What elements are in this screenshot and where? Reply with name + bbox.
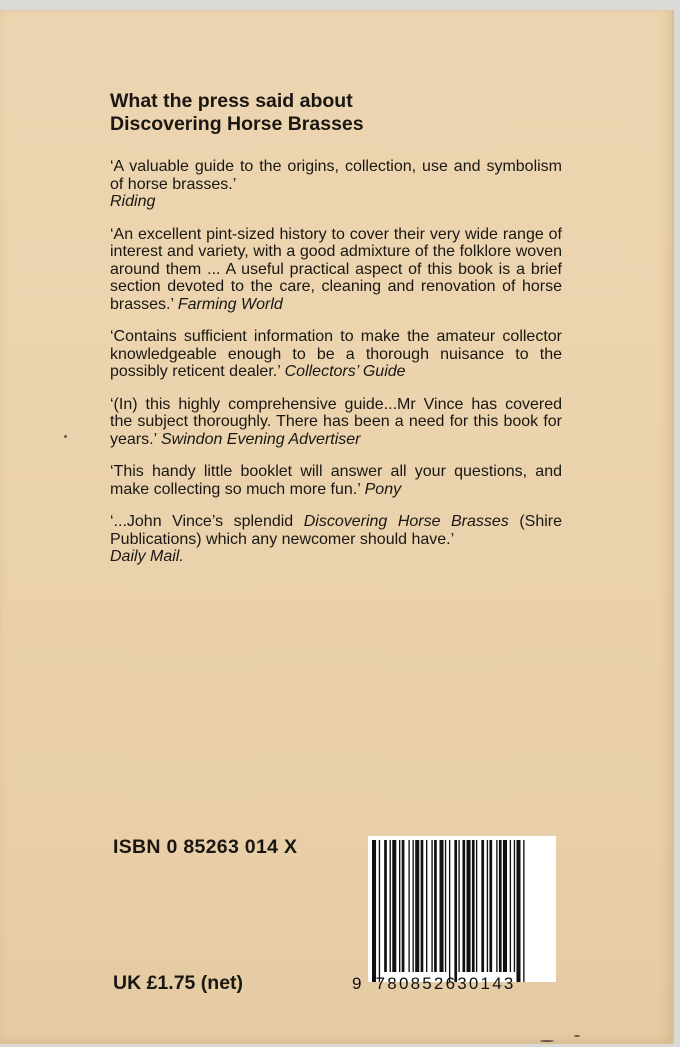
barcode-bar: [510, 840, 511, 972]
barcode-bar: [440, 840, 444, 972]
barcode-bar: [372, 840, 376, 982]
barcode: [368, 836, 556, 982]
quote-text: ‘(In) this highly comprehensive guide...Mr Vince has covered the subject thoroughly. There has been a need for this book for years.’: [110, 395, 562, 448]
barcode-bar: [431, 840, 432, 972]
barcode-bars: [368, 836, 556, 982]
quote-source: Farming World: [177, 295, 283, 313]
quote-source: Daily Mail.: [110, 548, 184, 565]
quote-swindon: [110, 396, 562, 449]
quote-text: ‘This handy little booklet will answer all your questions, and make collecting so much more fun.’: [110, 463, 562, 498]
barcode-bar: [467, 840, 471, 972]
barcode-bar: [523, 840, 524, 982]
back-cover: [0, 10, 674, 1044]
paper-speck: [64, 435, 67, 438]
quote-riding: [110, 158, 562, 211]
quote-source: Swindon Evening Advertiser: [160, 430, 361, 448]
quote-farming-world: [110, 226, 562, 314]
barcode-bar: [476, 840, 477, 972]
barcode-bar: [402, 840, 405, 972]
isbn-number: ISBN 0 85263 014 X: [113, 836, 298, 858]
barcode-bar: [462, 840, 465, 972]
quote-source: Collectors’ Guide: [284, 363, 406, 380]
quote-text: ‘An excellent pint-sized history to cover their very wide range of interest and variety, with a good admixture of the folklore woven around them ... A useful practical aspect of this book is a brief section devoted to the care, cleaning and renovation of horse brasses.’: [110, 225, 562, 313]
barcode-digits: [352, 974, 562, 994]
barcode-bar: [392, 840, 396, 972]
quote-source: Pony: [364, 480, 402, 498]
barcode-bar: [390, 840, 391, 972]
barcode-bar: [421, 840, 424, 972]
price-label: UK £1.75 (net): [113, 972, 244, 994]
barcode-bar: [434, 840, 437, 972]
quote-daily-mail: [110, 513, 562, 566]
barcode-bar: [415, 840, 419, 972]
barcode-bar: [454, 840, 457, 982]
barcode-first-digit: 9: [352, 974, 364, 993]
barcode-bar: [399, 840, 400, 972]
quote-source: Riding: [110, 193, 156, 210]
barcode-bar: [503, 840, 507, 972]
barcode-bar: [499, 840, 502, 972]
quote-text-cont: (Shire Publications) which any newcomer should have.’: [110, 513, 563, 548]
barcode-bar: [408, 840, 409, 972]
press-heading-line1: What the press said about: [110, 90, 353, 112]
barcode-bar: [496, 840, 497, 972]
quote-collectors-guide: [110, 328, 562, 381]
quote-text: ‘...John Vince’s splendid: [110, 513, 304, 530]
barcode-bar: [426, 840, 427, 972]
book-title: Discovering Horse Brasses: [303, 513, 509, 530]
paper-speck: [540, 1040, 554, 1042]
barcode-bar: [481, 840, 484, 972]
barcode-bar: [489, 840, 492, 972]
quote-text: ‘A valuable guide to the origins, collection, use and symbolism of horse brasses.’: [110, 158, 562, 193]
barcode-bar: [449, 840, 450, 982]
barcode-bar: [413, 840, 414, 972]
barcode-bar: [379, 840, 380, 982]
quote-pony: [110, 463, 562, 498]
barcode-bar: [514, 840, 515, 972]
barcode-digit-string: 780852630143: [375, 974, 516, 993]
barcode-bar: [445, 840, 446, 972]
barcode-bar: [472, 840, 475, 972]
paper-speck: [574, 1035, 580, 1037]
barcode-bar: [516, 840, 520, 982]
barcode-bar: [487, 840, 488, 972]
press-heading: [110, 90, 570, 136]
quote-text: ‘Contains sufficient information to make the amateur collector knowledgeable enough to be a thorough nuisance to the possibly reticent dealer.’: [110, 328, 562, 380]
barcode-bar: [384, 840, 387, 972]
press-heading-line2: Discovering Horse Brasses: [110, 113, 364, 135]
press-quotes: [110, 158, 562, 581]
barcode-bar: [458, 840, 459, 972]
